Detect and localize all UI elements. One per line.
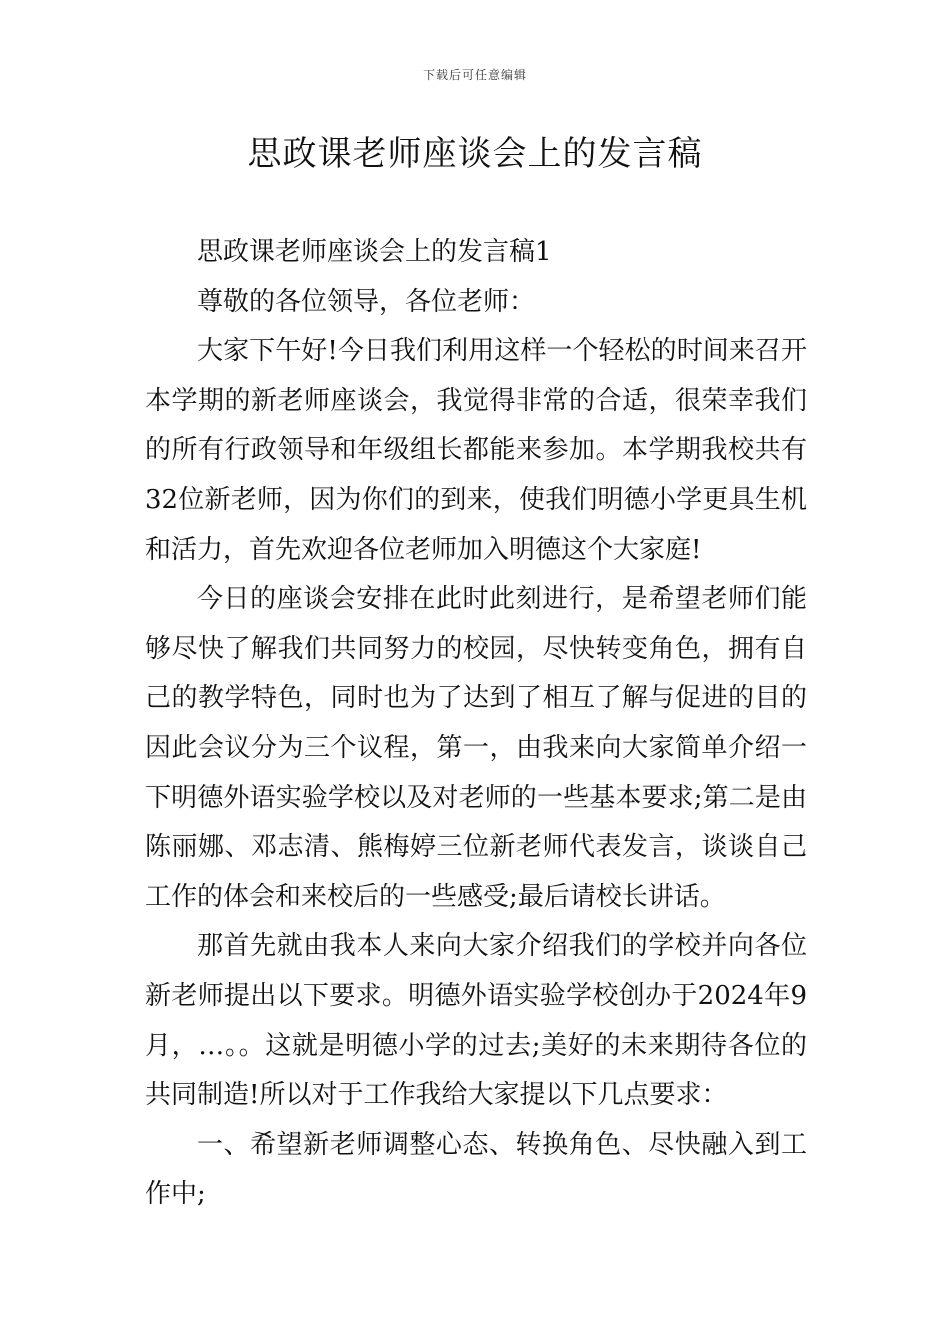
paragraph-salutation: 尊敬的各位领导，各位老师：: [197, 286, 536, 317]
paragraph-subtitle: 思政课老师座谈会上的发言稿1: [197, 237, 552, 267]
header-note: 下载后可任意编辑: [422, 68, 527, 82]
paragraph: 那首先就由我本人来向大家介绍我们的学校并向各位新老师提出以下要求。明德外语实验学校创办于2024年9月，…。。这就是明德小学的过去;美好的未来期待各位的共同制造!所以对于工作我给大家提以下几点要求：: [145, 931, 807, 1111]
paragraph: 一、希望新老师调整心态、转换角色、尽快融入到工作中;: [145, 1129, 807, 1210]
paragraph: 今日的座谈会安排在此时此刻进行，是希望老师们能够尽快了解我们共同努力的校园，尽快转变角色，拥有自己的教学特色，同时也为了达到了相互了解与促进的目的因此会议分为三个议程，第一，由我来向大家简单介绍一下明德外语实验学校以及对老师的一些基本要求;第二是由陈丽娜、邓志清、熊梅婷三位新老师代表发言，谈谈自己工作的体会和来校后的一些感受;最后请校长讲话。: [145, 584, 807, 912]
document-title: 思政课老师座谈会上的发言稿: [247, 134, 703, 174]
paragraph: 大家下午好!今日我们利用这样一个轻松的时间来召开本学期的新老师座谈会，我觉得非常的合适，很荣幸我们的所有行政领导和年级组长都能来参加。本学期我校共有32位新老师，因为你们的到来，使我们明德小学更具生机和活力，首先欢迎各位老师加入明德这个大家庭!: [145, 336, 807, 565]
document-body: [145, 228, 807, 1220]
